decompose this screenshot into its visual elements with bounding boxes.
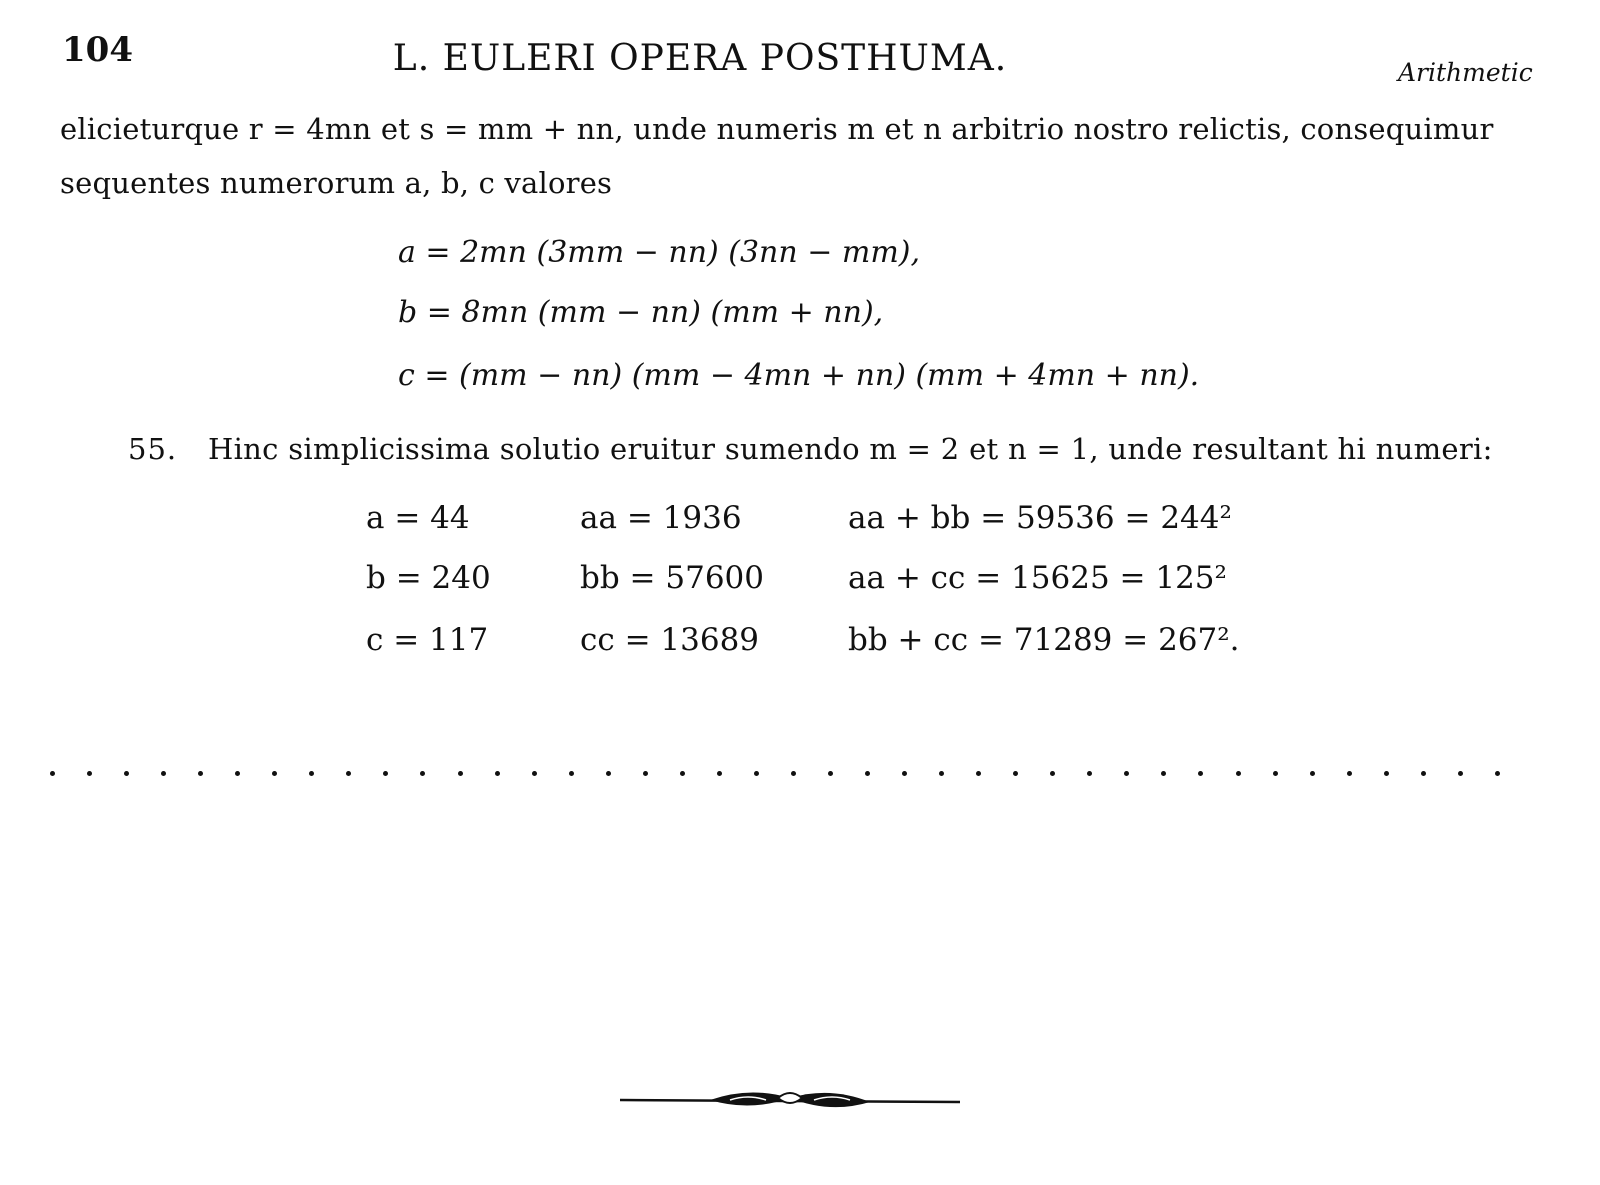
separator-dot	[272, 771, 277, 776]
separator-dot	[1013, 771, 1018, 776]
separator-dot	[1273, 771, 1278, 776]
table-cell-square: bb = 57600	[580, 560, 764, 596]
table-cell-value: c = 117	[366, 622, 489, 658]
separator-dot	[939, 771, 944, 776]
separator-dot	[1384, 771, 1389, 776]
paragraph-line-1: elicieturque r = 4mn et s = mm + nn, unde numeris m et n arbitrio nostro relictis, consequimur	[60, 112, 1494, 146]
dotted-separator	[50, 763, 1500, 783]
separator-dot	[346, 771, 351, 776]
separator-dot	[865, 771, 870, 776]
separator-dot	[495, 771, 500, 776]
separator-dot	[309, 771, 314, 776]
section-text: Hinc simplicissima solutio eruitur sumendo m = 2 et n = 1, unde resultant hi numeri:	[208, 432, 1493, 466]
table-cell-square: aa = 1936	[580, 500, 742, 536]
separator-dot	[791, 771, 796, 776]
separator-dot	[1050, 771, 1055, 776]
table-cell-sum: bb + cc = 71289 = 267².	[848, 622, 1240, 658]
page-number: 104	[62, 30, 133, 70]
table-cell-sum: aa + cc = 15625 = 125²	[848, 560, 1227, 596]
separator-dot	[458, 771, 463, 776]
separator-dot	[1161, 771, 1166, 776]
separator-dot	[235, 771, 240, 776]
table-cell-sum: aa + bb = 59536 = 244²	[848, 500, 1232, 536]
separator-dot	[87, 771, 92, 776]
section-label: Arithmetic	[1398, 58, 1533, 87]
separator-dot	[976, 771, 981, 776]
separator-dot	[1087, 771, 1092, 776]
separator-dot	[50, 771, 55, 776]
separator-dot	[569, 771, 574, 776]
table-cell-value: b = 240	[366, 560, 491, 596]
formula-c: c = (mm − nn) (mm − 4mn + nn) (mm + 4mn + nn).	[398, 358, 1200, 393]
tailpiece-ornament	[620, 1078, 960, 1122]
separator-dot	[1310, 771, 1315, 776]
separator-dot	[1198, 771, 1203, 776]
separator-dot	[161, 771, 166, 776]
formula-b: b = 8mn (mm − nn) (mm + nn),	[398, 295, 884, 330]
separator-dot	[1458, 771, 1463, 776]
separator-dot	[420, 771, 425, 776]
separator-dot	[828, 771, 833, 776]
separator-dot	[754, 771, 759, 776]
separator-dot	[198, 771, 203, 776]
table-cell-value: a = 44	[366, 500, 470, 536]
section-number: 55.	[128, 432, 178, 466]
paragraph-line-2: sequentes numerorum a, b, c valores	[60, 166, 613, 200]
separator-dot	[680, 771, 685, 776]
separator-dot	[606, 771, 611, 776]
separator-dot	[643, 771, 648, 776]
separator-dot	[717, 771, 722, 776]
separator-dot	[532, 771, 537, 776]
separator-dot	[902, 771, 907, 776]
separator-dot	[1347, 771, 1352, 776]
separator-dot	[1495, 771, 1500, 776]
separator-dot	[124, 771, 129, 776]
separator-dot	[1124, 771, 1129, 776]
table-cell-square: cc = 13689	[580, 622, 760, 658]
running-title: L. EULERI OPERA POSTHUMA.	[392, 38, 1008, 79]
separator-dot	[1236, 771, 1241, 776]
separator-dot	[1421, 771, 1426, 776]
separator-dot	[383, 771, 388, 776]
formula-a: a = 2mn (3mm − nn) (3nn − mm),	[398, 235, 921, 270]
